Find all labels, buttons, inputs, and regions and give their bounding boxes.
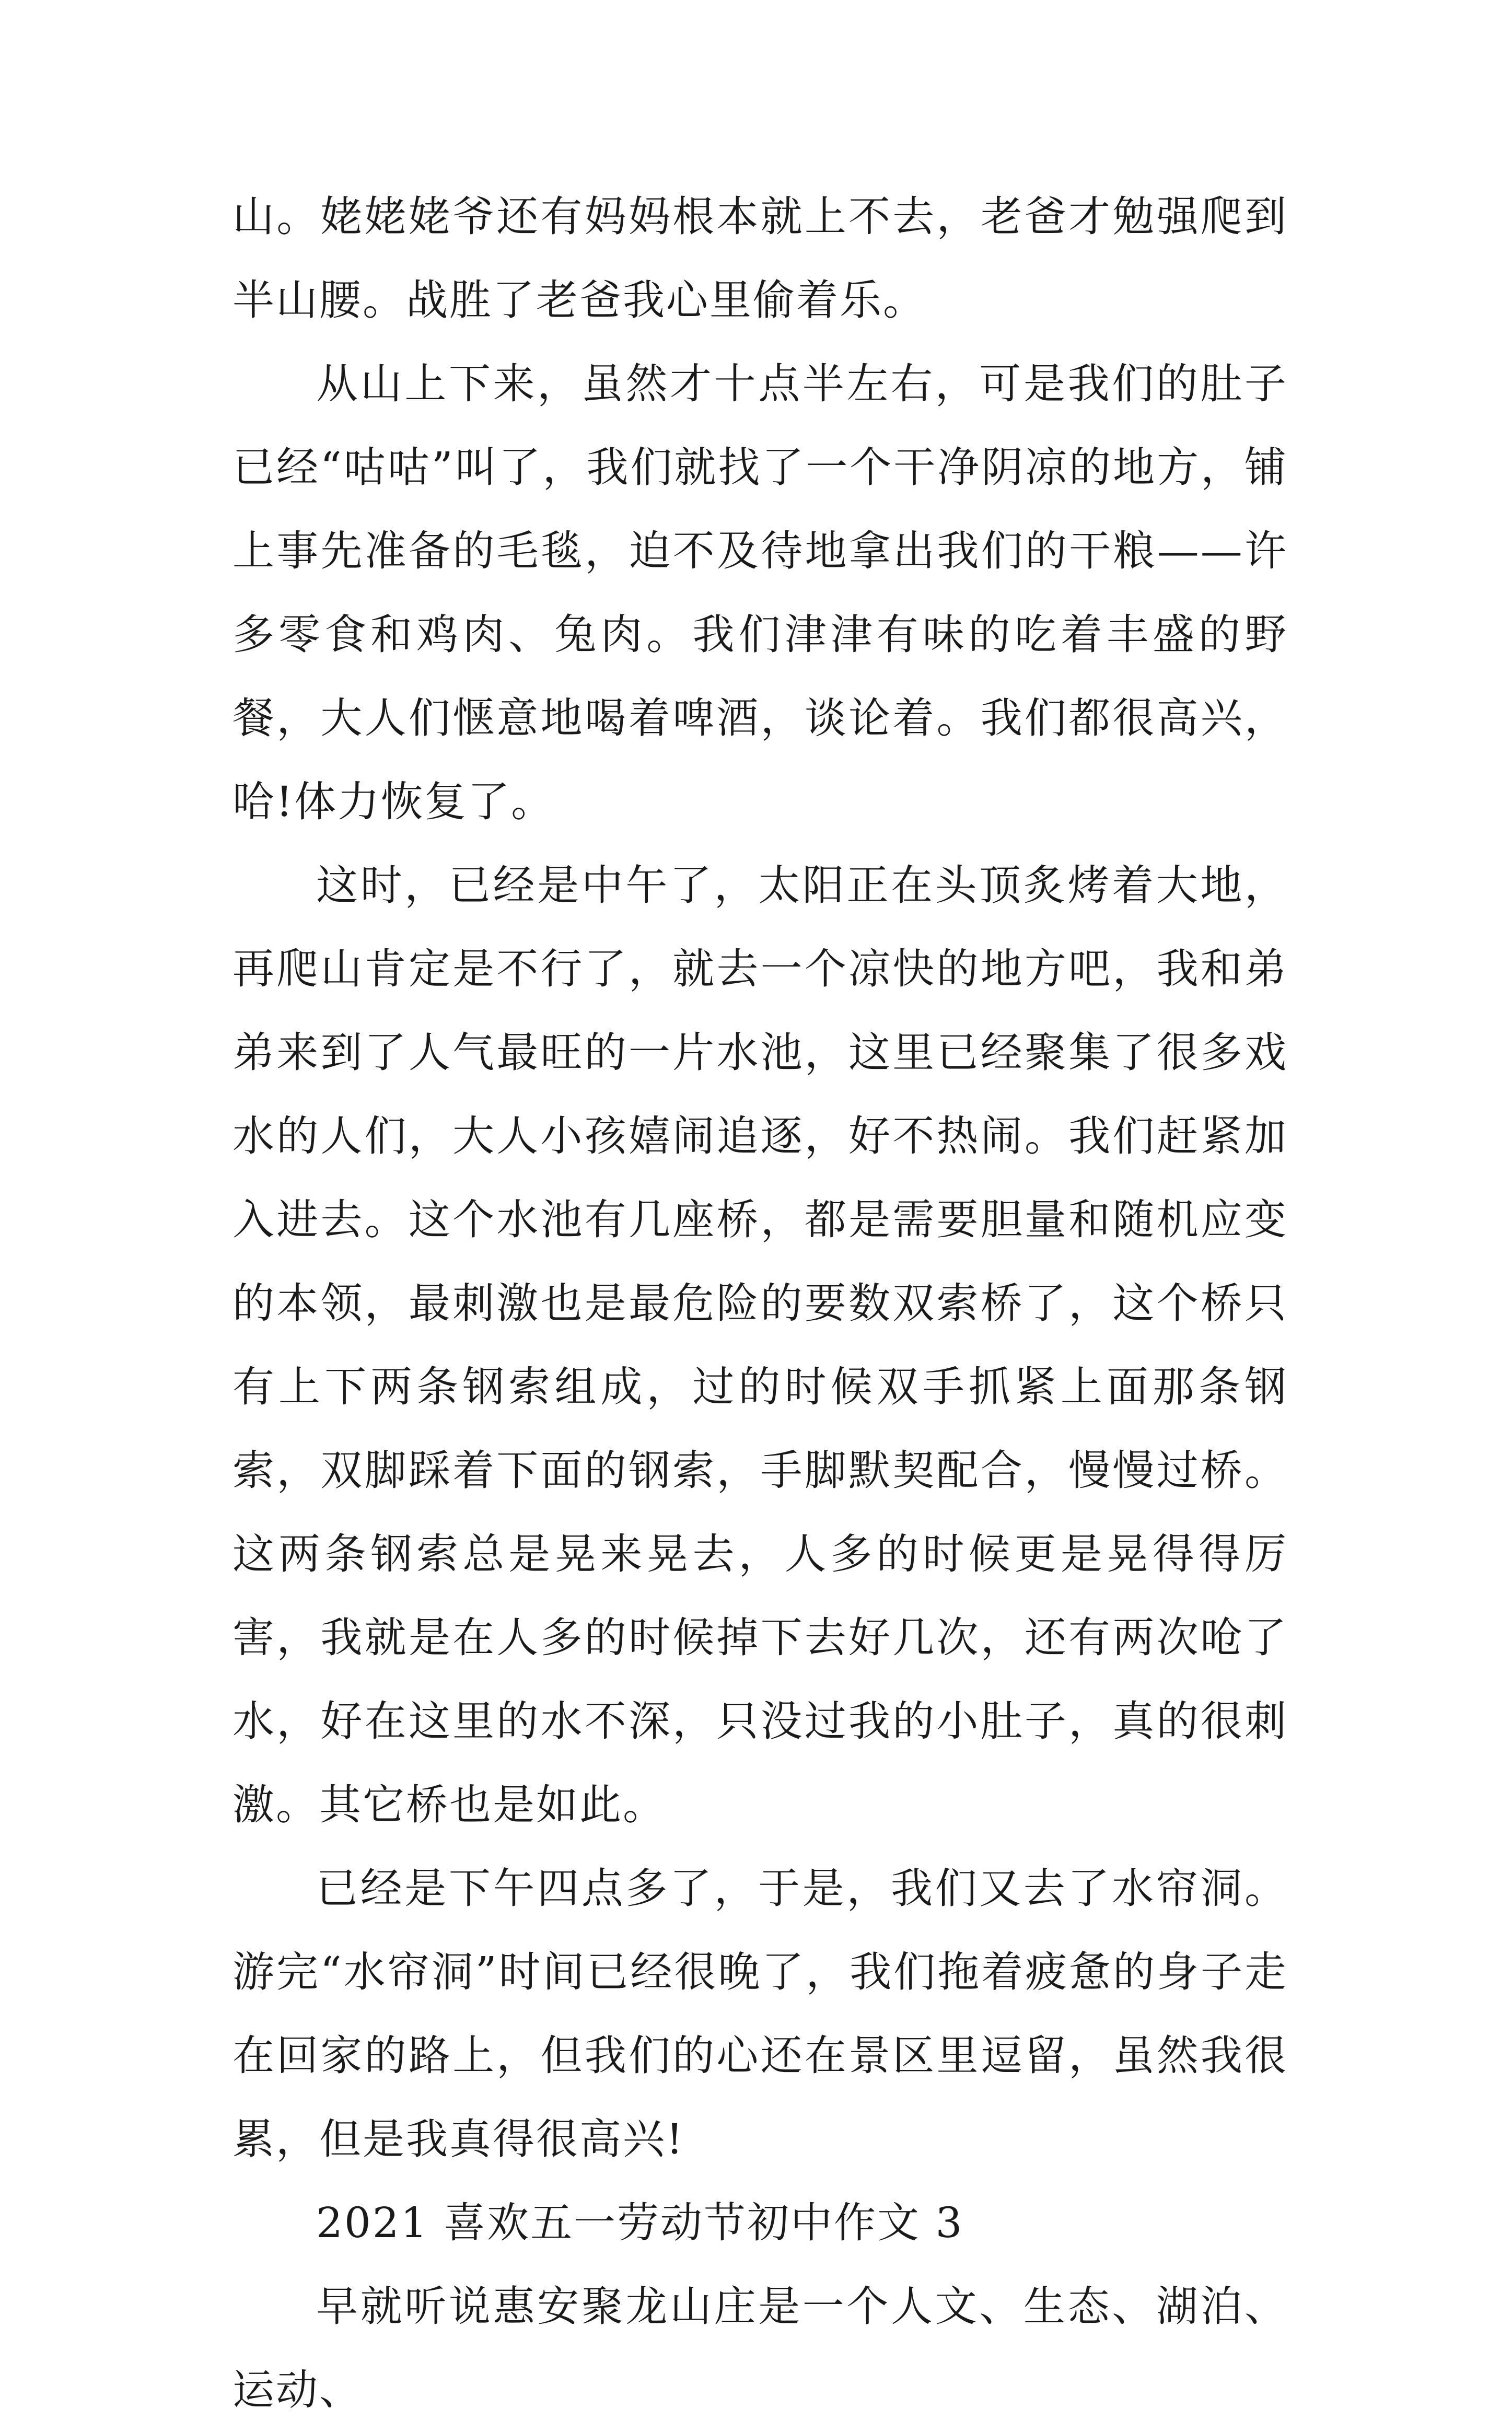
paragraph-essay-3-start: 早就听说惠安聚龙山庄是一个人文、生态、湖泊、运动、 (232, 2282, 1288, 2414)
paragraph-water-curtain-cave: 已经是下午四点多了，于是，我们又去了水帘洞。游完“水帘洞”时间已经很晚了，我们拖着疲惫的身子走在回家的路上，但我们的心还在景区里逗留，虽然我很累，但是我真得很高兴! (232, 1864, 1288, 2163)
paragraph-water-pool: 这时，已经是中午了，太阳正在头顶炙烤着大地，再爬山肯定是不行了，就去一个凉快的地方吧，我和弟弟来到了人气最旺的一片水池，这里已经聚集了很多戏水的人们，大人小孩嬉闹追逐，好不热闹。我们赶紧加入进去。这个水池有几座桥，都是需要胆量和随机应变的本领，最刺激也是最危险的要数双索桥了，这个桥只有上下两条钢索组成，过的时候双手抓紧上面那条钢索，双脚踩着下面的钢索，手脚默契配合，慢慢过桥。这两条钢索总是晃来晃去，人多的时候更是晃得得厉害，我就是在人多的时候掉下去好几次，还有两次呛了水，好在这里的水不深，只没过我的小肚子，真的很刺激。其它桥也是如此。 (232, 861, 1288, 1829)
paragraph-lunch: 从山上下来，虽然才十点半左右，可是我们的肚子已经“咕咕”叫了，我们就找了一个干净阴凉的地方，铺上事先准备的毛毯，迫不及待地拿出我们的干粮——许多零食和鸡肉、兔肉。我们津津有味的吃着丰盛的野餐，大人们惬意地喝着啤酒，谈论着。我们都很高兴，哈!体力恢复了。 (232, 359, 1288, 826)
document-body (232, 175, 1288, 2432)
paragraph-continued: 山。姥姥姥爷还有妈妈根本就上不去，老爸才勉强爬到半山腰。战胜了老爸我心里偷着乐。 (232, 192, 1288, 324)
section-heading: 2021 喜欢五一劳动节初中作文 3 (316, 2198, 964, 2247)
